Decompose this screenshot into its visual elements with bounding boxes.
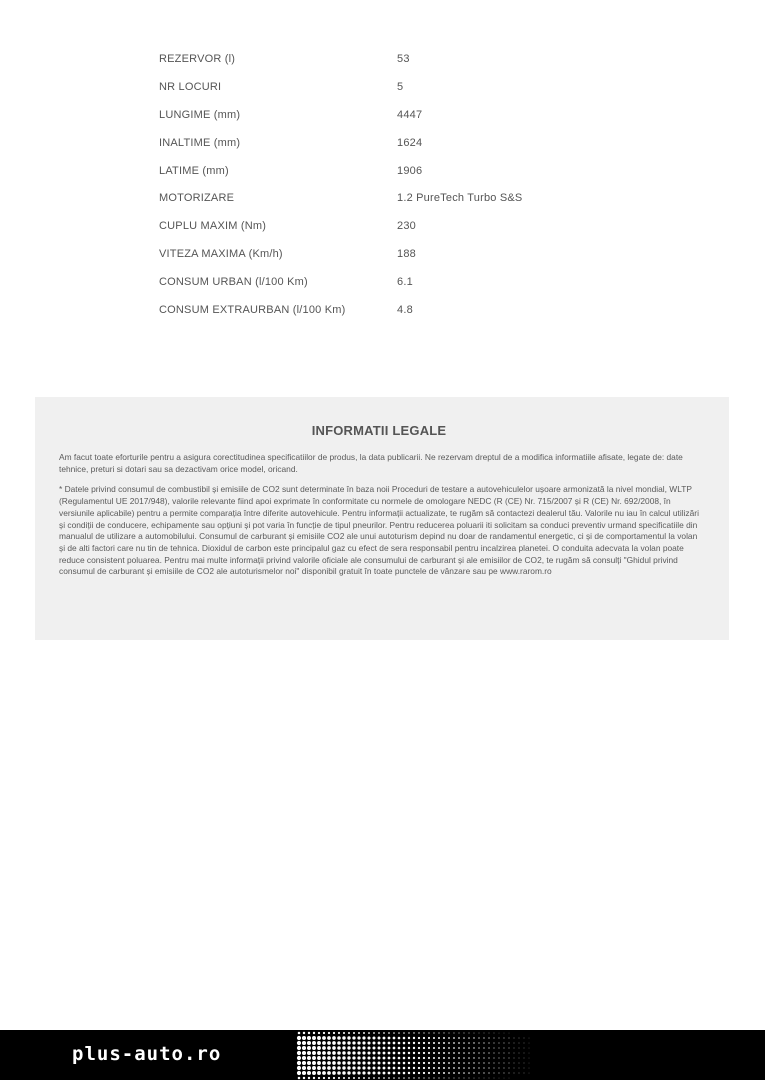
spec-value: 1.2 PureTech Turbo S&S bbox=[397, 192, 523, 205]
spec-row bbox=[159, 185, 579, 213]
spec-label: MOTORIZARE bbox=[159, 192, 235, 205]
legal-info-panel bbox=[35, 397, 729, 640]
spec-row bbox=[159, 158, 579, 186]
spec-label: LUNGIME (mm) bbox=[159, 108, 241, 121]
spec-row bbox=[159, 213, 579, 241]
spec-row bbox=[159, 130, 579, 158]
spec-row bbox=[159, 297, 579, 325]
spec-row bbox=[159, 74, 579, 102]
spec-value: 1624 bbox=[397, 136, 423, 149]
spec-label: CONSUM EXTRAURBAN (l/100 Km) bbox=[159, 304, 346, 317]
legal-title: INFORMATII LEGALE bbox=[311, 423, 447, 438]
legal-paragraph: Am facut toate eforturile pentru a asigura corectitudinea specificatiilor de produs, la data publicarii. Ne rezervam dreptul de a modifica informatiile afisate, legate de: date tehnice, preturi si dotari sau sa dezactivam orice model, oricand. bbox=[59, 452, 683, 474]
spec-value: 230 bbox=[397, 220, 416, 233]
spec-row bbox=[159, 46, 579, 74]
footer-brand: plus-auto.ro bbox=[72, 1043, 222, 1065]
spec-value: 4447 bbox=[397, 108, 423, 121]
spec-value: 188 bbox=[397, 248, 416, 261]
spec-value: 5 bbox=[397, 80, 404, 93]
spec-row bbox=[159, 102, 579, 130]
spec-value: 6.1 bbox=[397, 276, 413, 289]
halftone-pattern bbox=[295, 1030, 535, 1080]
spec-label: CONSUM URBAN (l/100 Km) bbox=[159, 276, 308, 289]
spec-label: NR LOCURI bbox=[159, 80, 222, 93]
legal-disclaimer: * Datele privind consumul de combustibil și emisiile de CO2 sunt determinate în baza noii Proceduri de testare a autovehiculelor ușoare armonizată la nivel mondial, WLTP (Regulamentul UE 2017/948), valorile relevante fiind apoi exprimate în conformitate cu normele de omologare NEDC (R (CE) Nr. 715/2007 și R (CE) Nr. 692/2008, în versiunile aplicabile) pentru a permite comparația între diferite autovehicule. Pentru informații actualizate, te rugăm să contactezi dealerul tău. Valorile nu iau în calcul utilizări și condiții de conducere, echipamente sau opțiuni și pot varia în funcție de tipul pneurilor. Pentru reducerea poluarii iti solicitam sa conduci preventiv urmand specificatiile din manualul de utilizare a automobilului. Consumul de carburant și emisiile CO2 ale unui autoturism depind nu doar de randamentul energetic, ci și de comportamentul la volan și de alti factori care nu tin de tehnica. Dioxidul de carbon este principalul gaz cu efect de sera responsabil pentru incalzirea planetei. O conduita adecvata la volan poate reduce consistent poluarea. Pentru mai multe informații privind valorile oficiale ale consumului de carburant și ale emisiilor de CO2, te rugăm să consulți "Ghidul privind consumul de carburant și emisiile de CO2 ale autoturismelor noi" disponibil gratuit în toate punctele de vânzare sau pe www.rarom.ro bbox=[59, 484, 699, 577]
spec-label: INALTIME (mm) bbox=[159, 136, 241, 149]
spec-row bbox=[159, 241, 579, 269]
spec-value: 53 bbox=[397, 53, 410, 65]
spec-row bbox=[159, 269, 579, 297]
spec-table bbox=[159, 46, 579, 325]
footer-bar bbox=[0, 1030, 765, 1080]
spec-value: 1906 bbox=[397, 164, 423, 177]
spec-label: REZERVOR (l) bbox=[159, 53, 236, 65]
spec-value: 4.8 bbox=[397, 304, 413, 317]
spec-label: LATIME (mm) bbox=[159, 164, 229, 177]
spec-label: VITEZA MAXIMA (Km/h) bbox=[159, 248, 283, 261]
spec-label: CUPLU MAXIM (Nm) bbox=[159, 220, 267, 233]
